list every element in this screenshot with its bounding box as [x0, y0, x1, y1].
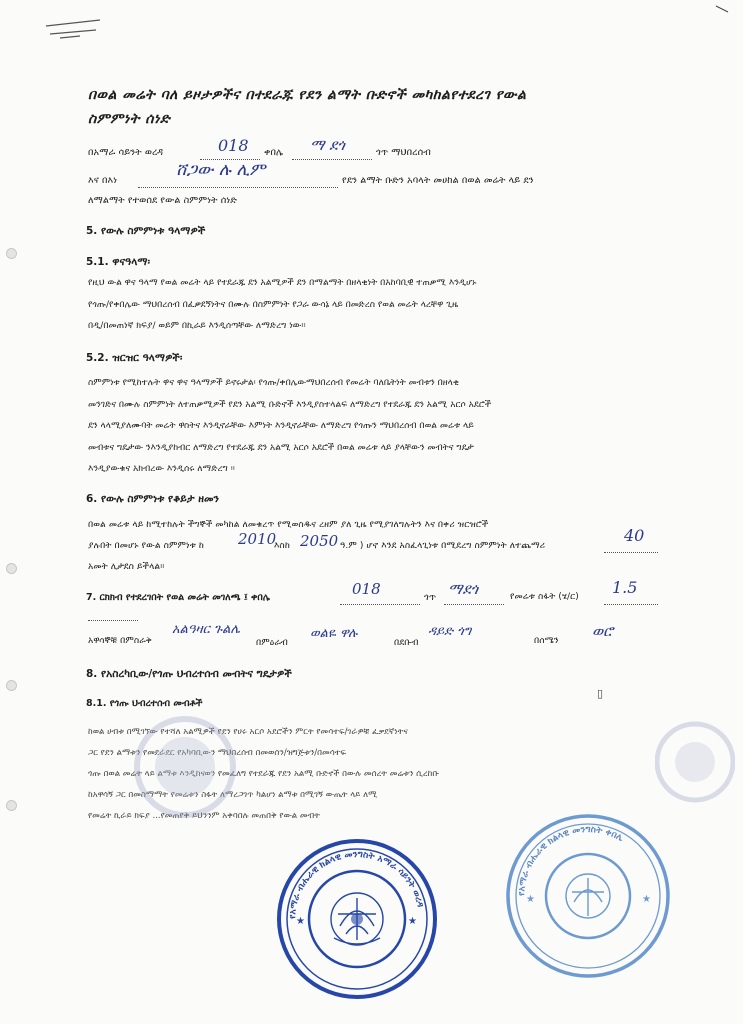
blank-line: [88, 620, 138, 621]
document-title-line2: ስምምነት ሰነድ: [88, 111, 171, 127]
intro-line1-b: ቀበሌ: [264, 147, 284, 158]
section-8-heading: 8. የአስረካቢው/የጎጡ ህብረተሰብ መብትና ግዴታዎች: [86, 668, 292, 680]
stamp-ring-text: የአማራ ብሔራዊ ክልላዊ መንግስት አማራ ሳይንት ወረዳ: [287, 849, 425, 920]
section-7-line2-c: በደቡብ: [394, 638, 419, 648]
handwritten-east: አልዓዛር ጉልሌ: [172, 622, 240, 637]
blank-line: [138, 187, 338, 188]
corner-mark: [712, 2, 732, 18]
blank-line: [604, 552, 658, 553]
section-6-heading: 6. የውሉ ስምምነቱ የቆይታ ዘመን: [86, 493, 219, 505]
section-7-line1-b: ጎጥ: [424, 592, 437, 603]
intro-line2-b: የደን ልማት ቡድን አባላት መሀከል በወል መሬት ላይ ደን: [342, 175, 534, 186]
faded-stamp-smudge: [130, 712, 240, 822]
paragraph-line: ከአዋሳኝ ጋር በመስማማት የመሬቱን ስፋት ለማረጋገጥ ካልሆነ ልማቱ በሚገኝ ውጤት ላይ ለሚ: [88, 790, 378, 800]
blank-line: [604, 604, 658, 605]
handwritten-area: 1.5: [612, 578, 638, 597]
section-6-line2-b: እስከ: [274, 541, 290, 551]
punch-hole: [6, 680, 17, 691]
section-7-line1-c: የመሬቱ ስፋት (ሄ/ር): [510, 592, 579, 602]
section-6-line2-c: ዓ.ም ) ሆኖ እንደ አስፈላጊነቱ በሚደረግ ስምምነት ለተጨማሪ: [340, 541, 546, 551]
paragraph-line: መብቱና ግዴታው ንእንዲያከብር ለማድረግ የተደራጁ ደን አልሚ አርሶ አደሮች በወል መሬቱ ላይ ያላቸውን መብትና ግዴታ: [88, 442, 474, 453]
intro-line1-c: ጎጥ ማህበረሰብ: [376, 147, 431, 158]
intro-line3: ለማልማት የተወሰደ የውል ስምምነት ሰነድ: [88, 195, 237, 206]
svg-text:★: ★: [526, 894, 535, 905]
handwritten-name: ሸጋው ሉ ሊም: [176, 160, 266, 180]
paragraph-line: የዚህ ውል ዋና ዓላማ የወል መሬት ላይ የተደራጁ ደን አልሚዎች ደን በማልማት በዘላቂነት በአከባቢዊ ተጠቃሚ እንዲሆኑ: [88, 278, 477, 288]
handwritten-s7-kebele: 018: [352, 580, 381, 598]
section-5-1-paragraph: [88, 273, 668, 338]
section-5-2-paragraph: [88, 373, 668, 481]
paragraph-line: ደን ላላሚያለሙባት መሬት ዋስትና እንዲኖራቸው እምነት እንዲኖራቸው ለማድረግ የጎጡን ማህበረሰብ በወል መሬቱ ላይ: [88, 421, 474, 431]
document-title-line1: በወል መሬት ባለ ይዞታዎችና በተደራጁ የደን ልማት ቡድኖች መካከልየተደረገ የውል: [88, 87, 527, 103]
section-7-line2-d: በሰሜን: [534, 636, 559, 646]
svg-text:★: ★: [408, 916, 417, 927]
section-6-line2-a: ያሉበት በመሆኑ የውል ስምምነቱ ከ: [88, 541, 204, 551]
stray-mark: ▯: [597, 687, 604, 700]
paragraph-line: የጎጡ/የቀበሌው ማህበረሰብ በፈቃደኝነትና በሙሉ በስምምነት የጋራ ውሳኔ ላይ በመድረስ የወል መሬት ላረቸዋ ጊዜ: [88, 299, 459, 310]
svg-text:★: ★: [296, 916, 305, 927]
stamp-ring-text: የአማራ ብሔራዊ ክልላዊ መንግስት ቀበሌ: [516, 824, 625, 897]
section-5-1-heading: 5.1. ዋናዓላማ፡: [86, 256, 150, 268]
section-5-heading: 5. የውሉ ስምምነቱ ዓላማዎች: [86, 225, 206, 237]
handwritten-s7-got: ማደጎ: [448, 580, 479, 598]
paragraph-line: እንዲያውቁና አክብረው እንዲሰሩ ለማድረግ ፡፡: [88, 464, 235, 474]
paragraph-line: ጎጡ በወል መሬት ላይ ልማቱ እንዲከናወን የመፈለግ የተደራጁ የደን አልሚ ቡድኖች በውሉ መሰረት መሬቱን ሲረከቡ: [88, 769, 439, 779]
handwritten-west: ወልዬ ዋሉ: [310, 626, 358, 641]
official-stamp-left: [276, 838, 438, 1000]
faded-stamp-smudge: [655, 712, 735, 812]
punch-hole: [6, 800, 17, 811]
blank-line: [292, 159, 372, 160]
intro-line2-a: እና በእነ: [88, 175, 118, 186]
blank-line: [340, 604, 420, 605]
handwritten-end-year: 2050: [300, 532, 339, 550]
paragraph-line: ስምምነቱ የሚከተሉት ዋና ዋና ዓላማዎች ይኖሩታል፡ የጎጡ/ቀበሌውማህበረሰብ የመሬት ባለቤትነት መብቱን በዘላቂ: [88, 378, 459, 388]
handwritten-years: 40: [624, 526, 645, 545]
paragraph-line: የመሬት ኪራይ ክፍያ ...የመጠየቅ ይህንንም አቀባበሉ መጠበቅ የውል መብት: [88, 811, 320, 821]
intro-line1-a: በአማራ ሳይንት ወረዳ: [88, 147, 164, 158]
official-stamp-right: [504, 812, 672, 980]
punch-hole: [6, 248, 17, 259]
paragraph-line: ከወል ሀብቱ በሚገኘው የተሻለ አልሚዎች የደን የሀሩ አርሶ አደሮችን ምርት የመሳተፍ/ገራዎቹ ፈቃደኛነትና: [88, 727, 408, 737]
section-7-line1-a: 7. ርክክብ የተደረገበት የወል መሬት መገለጫ ፤ ቀበሌ: [86, 592, 270, 603]
section-6-line3: አመት ሊታደስ ይችላል።: [88, 562, 165, 572]
handwritten-south: ዳይድ ጎግ: [428, 624, 472, 639]
section-7-line2-a: አዋሳኞቹ በምስራቅ: [88, 636, 152, 646]
paragraph-line: በዲ/በመጠነኛ ክፍያ/ ወይም በኪራይ እንዲሰጣቸው ለማድረግ ነው።: [88, 321, 306, 331]
handwritten-kebele: 018: [218, 136, 249, 155]
section-6-line1: በወል መሬቱ ላይ ከሚተከሉት ችግኞች መካከል ለመቁረጥ የሚወስዱና ረዘም ያለ ጊዜ የሚያገለግሉትን እና በቀሪ ዝርዝሮች: [88, 520, 489, 530]
svg-text:★: ★: [642, 894, 651, 905]
blank-line: [444, 604, 504, 605]
punch-hole: [6, 563, 17, 574]
section-7-line2-b: በምዕራብ: [256, 638, 288, 648]
paragraph-line: መንገድና በሙሉ ስምምነት ለተጠቃሚዎች የደን አልሚ ቡድኖች እንዲያስተላልፍ ለማድረግ የተደራጁ ደን አልሚ አርሶ አደሮች: [88, 399, 492, 410]
section-5-2-heading: 5.2. ዝርዝር ዓላማዎች፡: [86, 352, 183, 364]
handwritten-start-year: 2010: [238, 530, 277, 548]
section-8-1-heading: 8.1. የጎጡ ህብረተሰብ መብቶች: [86, 698, 203, 709]
paragraph-line: ጋር የደን ልማቱን የመደራደር የአካባቢውን ማህበረሰብ በመወሰን/ዝግጅቱን/በመሳተፍ: [88, 748, 347, 758]
pen-scratch: [40, 12, 110, 42]
handwritten-north: ወሮ: [592, 622, 614, 640]
handwritten-got: ማ ደጎ: [310, 136, 345, 154]
